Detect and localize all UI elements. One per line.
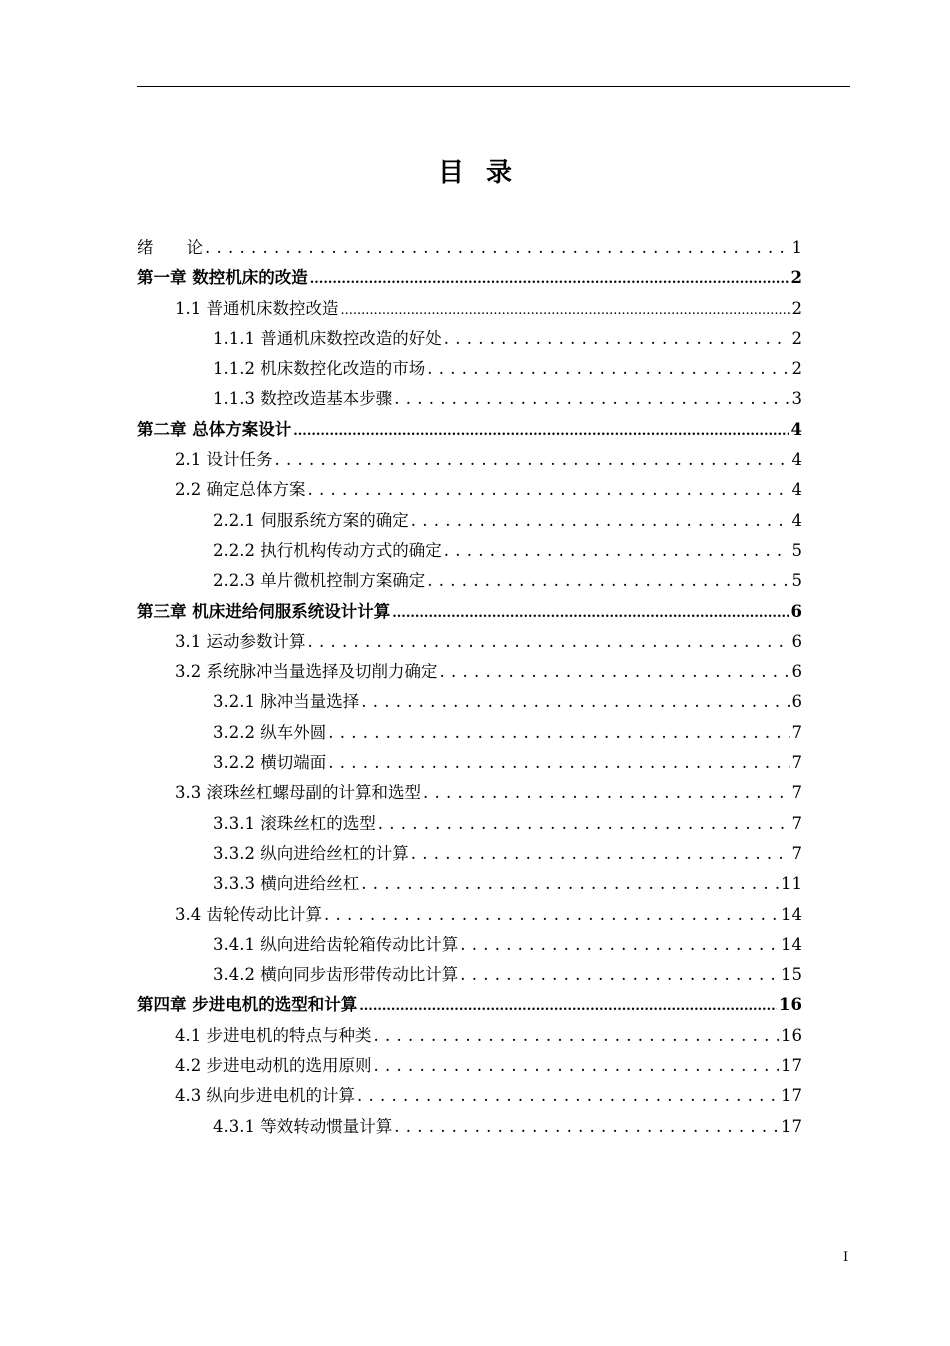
dot-leader (411, 839, 790, 869)
toc-entry-label: 4.1 步进电机的特点与种类 (175, 1025, 372, 1045)
toc-entry[interactable] (137, 597, 802, 627)
toc-entry-label: 第四章 步进电机的选型和计算 (137, 995, 358, 1015)
toc-entry[interactable] (137, 475, 802, 505)
toc-entry-page: 16 (781, 1025, 802, 1045)
toc-entry-page: 7 (791, 722, 802, 742)
dot-leader (460, 930, 779, 960)
toc-entry-page: 6 (791, 631, 802, 651)
toc-entry-label: 1.1.2 机床数控化改造的市场 (213, 359, 426, 379)
dot-leader (394, 1112, 779, 1142)
toc-entry[interactable] (137, 657, 802, 687)
dot-leader (374, 1051, 780, 1081)
toc-entry-label: 1.1.3 数控改造基本步骤 (213, 389, 393, 409)
dot-leader (423, 778, 790, 808)
toc-entry-label: 1.1 普通机床数控改造 (175, 298, 339, 318)
toc-entry-label: 3.2.2 纵车外圆 (213, 722, 327, 742)
toc-entry-label: 绪 论 (137, 238, 203, 257)
header-rule (137, 86, 850, 87)
toc-entry[interactable] (137, 839, 802, 869)
toc-entry-label: 3.2.2 横切端面 (213, 753, 327, 773)
page-number: I (843, 1250, 849, 1265)
toc-entry-label: 3.3.1 滚珠丝杠的选型 (213, 813, 376, 833)
toc-entry-page: 2 (790, 268, 802, 288)
toc-entry-label: 3.4 齿轮传动比计算 (175, 904, 322, 924)
toc-entry-label: 3.3.3 横向进给丝杠 (213, 874, 360, 894)
dot-leader (357, 1081, 779, 1111)
toc-entry[interactable] (137, 415, 802, 445)
dot-leader (341, 294, 790, 326)
toc-entry[interactable] (137, 384, 802, 414)
toc-entry-page: 15 (781, 965, 802, 985)
toc-entry-label: 3.3 滚珠丝杠螺母副的计算和选型 (175, 783, 421, 803)
toc-entry-page: 7 (791, 843, 802, 863)
toc-entry[interactable] (137, 1081, 802, 1111)
toc-entry[interactable] (137, 627, 802, 657)
toc-entry[interactable] (137, 778, 802, 808)
toc-entry[interactable] (137, 536, 802, 566)
dot-leader (293, 415, 788, 447)
toc-entry-label: 第一章 数控机床的改造 (137, 268, 308, 288)
toc-entry[interactable] (137, 294, 802, 324)
toc-entry-page: 2 (791, 298, 802, 318)
toc-entry-label: 第三章 机床进给伺服系统设计计算 (137, 601, 391, 621)
toc-entry-label: 2.1 设计任务 (175, 450, 273, 470)
toc-entry-page: 6 (790, 601, 802, 621)
toc-entry-label: 4.3.1 等效转动惯量计算 (213, 1116, 393, 1136)
toc-entry-page: 17 (781, 1116, 802, 1136)
toc-entry[interactable] (137, 445, 802, 475)
toc-entry-label: 2.2.3 单片微机控制方案确定 (213, 571, 426, 591)
dot-leader (328, 748, 789, 778)
toc-entry-label: 第二章 总体方案设计 (137, 419, 292, 439)
toc-entry-page: 14 (781, 934, 802, 954)
toc-entry-page: 4 (791, 510, 802, 530)
dot-leader (310, 263, 789, 295)
toc-entry-page: 6 (791, 662, 802, 682)
dot-leader (427, 354, 789, 384)
toc-entry[interactable] (137, 1051, 802, 1081)
toc-entry-label: 3.4.2 横向同步齿形带传动比计算 (213, 965, 459, 985)
toc-entry[interactable] (137, 1021, 802, 1051)
toc-entry[interactable] (137, 506, 802, 536)
toc-entry-page: 4 (790, 419, 802, 439)
toc-entry-label: 3.2 系统脉冲当量选择及切削力确定 (175, 662, 438, 682)
dot-leader (308, 475, 790, 505)
toc-entry-page: 5 (791, 540, 802, 560)
toc-entry-page: 1 (791, 238, 802, 257)
toc-entry[interactable] (137, 748, 802, 778)
dot-leader (394, 384, 789, 414)
toc-entry-label: 1.1.1 普通机床数控改造的好处 (213, 328, 442, 348)
dot-leader (205, 233, 790, 263)
dot-leader (444, 536, 790, 566)
toc-entry-page: 7 (791, 753, 802, 773)
toc-entry[interactable] (137, 809, 802, 839)
toc-entry-page: 4 (791, 480, 802, 500)
toc-entry[interactable] (137, 687, 802, 717)
toc-entry-label: 4.2 步进电动机的选用原则 (175, 1056, 372, 1076)
toc-entry-label: 2.2 确定总体方案 (175, 480, 306, 500)
toc-entry-label: 2.2.1 伺服系统方案的确定 (213, 510, 409, 530)
dot-leader (361, 869, 779, 899)
toc-entry-page: 2 (791, 359, 802, 379)
dot-leader (378, 809, 790, 839)
toc-entry-page: 2 (791, 328, 802, 348)
toc-entry[interactable] (137, 930, 802, 960)
toc-entry[interactable] (137, 990, 802, 1020)
toc-entry-page: 4 (791, 450, 802, 470)
dot-leader (440, 657, 790, 687)
toc-entry-label: 3.3.2 纵向进给丝杠的计算 (213, 843, 409, 863)
toc-entry[interactable] (137, 566, 802, 596)
toc-entry-page: 5 (791, 571, 802, 591)
dot-leader (275, 445, 790, 475)
toc-entry[interactable] (137, 233, 802, 263)
toc-entry-label: 3.2.1 脉冲当量选择 (213, 692, 360, 712)
toc-entry[interactable] (137, 960, 802, 990)
toc-entry-label: 3.4.1 纵向进给齿轮箱传动比计算 (213, 934, 459, 954)
dot-leader (427, 566, 789, 596)
toc-entry-label: 3.1 运动参数计算 (175, 631, 306, 651)
dot-leader (361, 687, 789, 717)
toc-entry-page: 11 (781, 874, 802, 894)
toc-entry-page: 17 (781, 1056, 802, 1076)
page-title: 目录 (437, 158, 534, 188)
toc-entry-page: 6 (791, 692, 802, 712)
toc-entry-label: 4.3 纵向步进电机的计算 (175, 1086, 355, 1106)
toc-entry[interactable] (137, 263, 802, 293)
dot-leader (324, 900, 779, 930)
dot-leader (444, 324, 790, 354)
toc-entry-label: 2.2.2 执行机构传动方式的确定 (213, 540, 442, 560)
toc-entry-page: 7 (791, 783, 802, 803)
dot-leader (359, 990, 777, 1022)
dot-leader (392, 597, 788, 629)
toc-entry-page: 17 (781, 1086, 802, 1106)
table-of-contents (137, 233, 802, 1142)
toc-entry-page: 7 (791, 813, 802, 833)
toc-entry[interactable] (137, 900, 802, 930)
dot-leader (374, 1021, 780, 1051)
toc-entry-page: 14 (781, 904, 802, 924)
toc-entry[interactable] (137, 354, 802, 384)
toc-entry[interactable] (137, 718, 802, 748)
toc-entry[interactable] (137, 869, 802, 899)
dot-leader (308, 627, 790, 657)
dot-leader (328, 718, 789, 748)
toc-entry[interactable] (137, 1112, 802, 1142)
toc-entry[interactable] (137, 324, 802, 354)
dot-leader (460, 960, 779, 990)
dot-leader (411, 506, 790, 536)
toc-entry-page: 3 (791, 389, 802, 409)
toc-entry-page: 16 (779, 995, 802, 1015)
